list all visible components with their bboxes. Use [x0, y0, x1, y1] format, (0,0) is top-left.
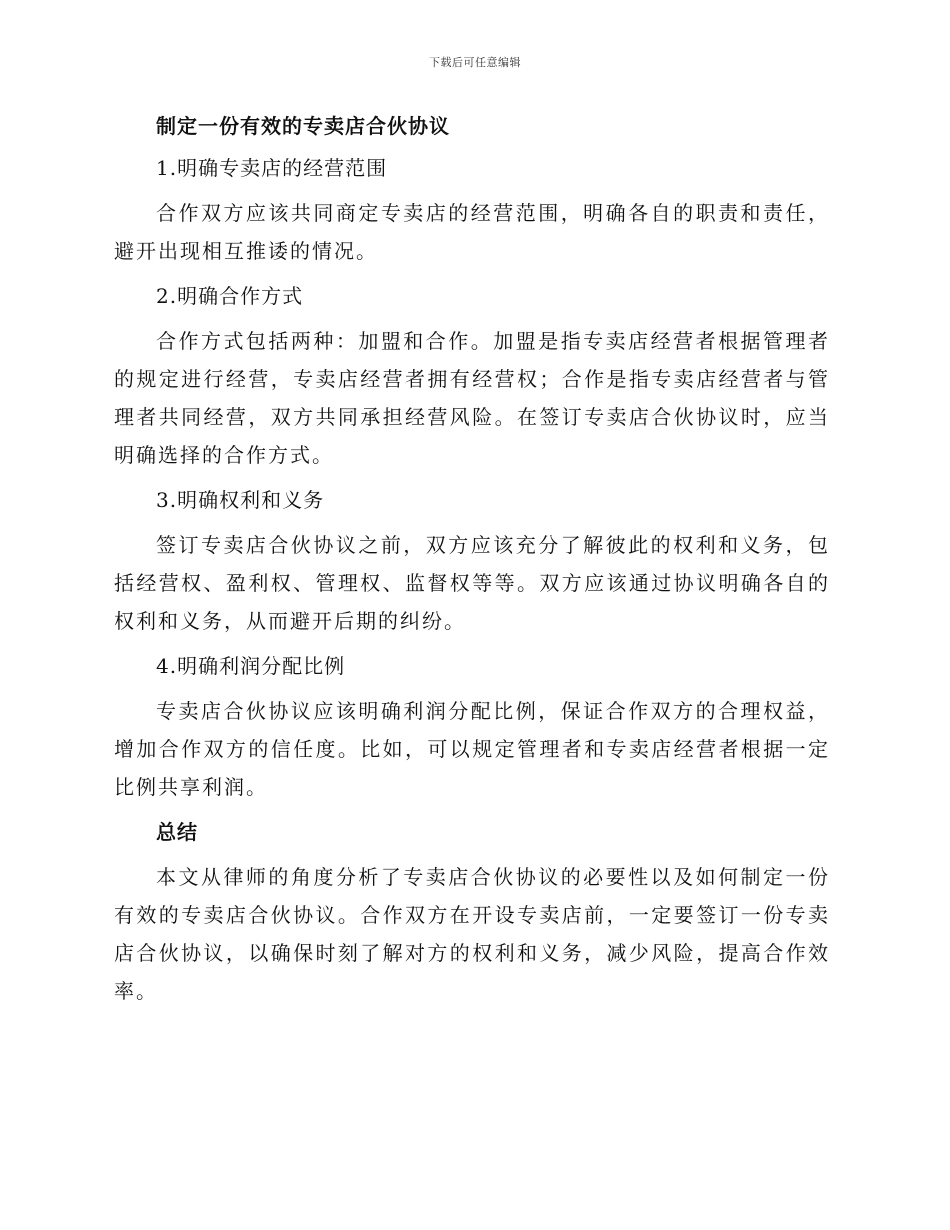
header-note: 下载后可任意编辑 [429, 56, 521, 69]
section-heading-1: 1.明确专卖店的经营范围 [156, 156, 388, 180]
summary-body: 本文从律师的角度分析了专卖店合伙协议的必要性以及如何制定一份有效的专卖店合伙协议。合作双方在开设专卖店前，一定要签订一份专卖店合伙协议，以确保时刻了解对方的权利和义务，减少风险，提高合作效率。 [114, 865, 830, 1003]
summary-heading: 总结 [156, 820, 198, 844]
section-heading-3: 3.明确权利和义务 [156, 488, 325, 512]
section-heading-4: 4.明确利润分配比例 [156, 654, 346, 678]
section-body-3: 签订专卖店合伙协议之前，双方应该充分了解彼此的权利和义务，包括经营权、盈利权、管理权、监督权等等。双方应该通过协议明确各自的权利和义务，从而避开后期的纠纷。 [114, 533, 830, 633]
document-title: 制定一份有效的专卖店合伙协议 [156, 114, 450, 138]
section-body-4: 专卖店合伙协议应该明确利润分配比例，保证合作双方的合理权益，增加合作双方的信任度。比如，可以规定管理者和专卖店经营者根据一定比例共享利润。 [114, 699, 830, 799]
section-body-1: 合作双方应该共同商定专卖店的经营范围，明确各自的职责和责任，避开出现相互推诿的情况。 [114, 201, 830, 263]
section-heading-2: 2.明确合作方式 [156, 284, 304, 308]
section-body-2: 合作方式包括两种：加盟和合作。加盟是指专卖店经营者根据管理者的规定进行经营，专卖店经营者拥有经营权；合作是指专卖店经营者与管理者共同经营，双方共同承担经营风险。在签订专卖店合伙协议时，应当明确选择的合作方式。 [114, 329, 830, 467]
document-content [114, 108, 830, 1018]
